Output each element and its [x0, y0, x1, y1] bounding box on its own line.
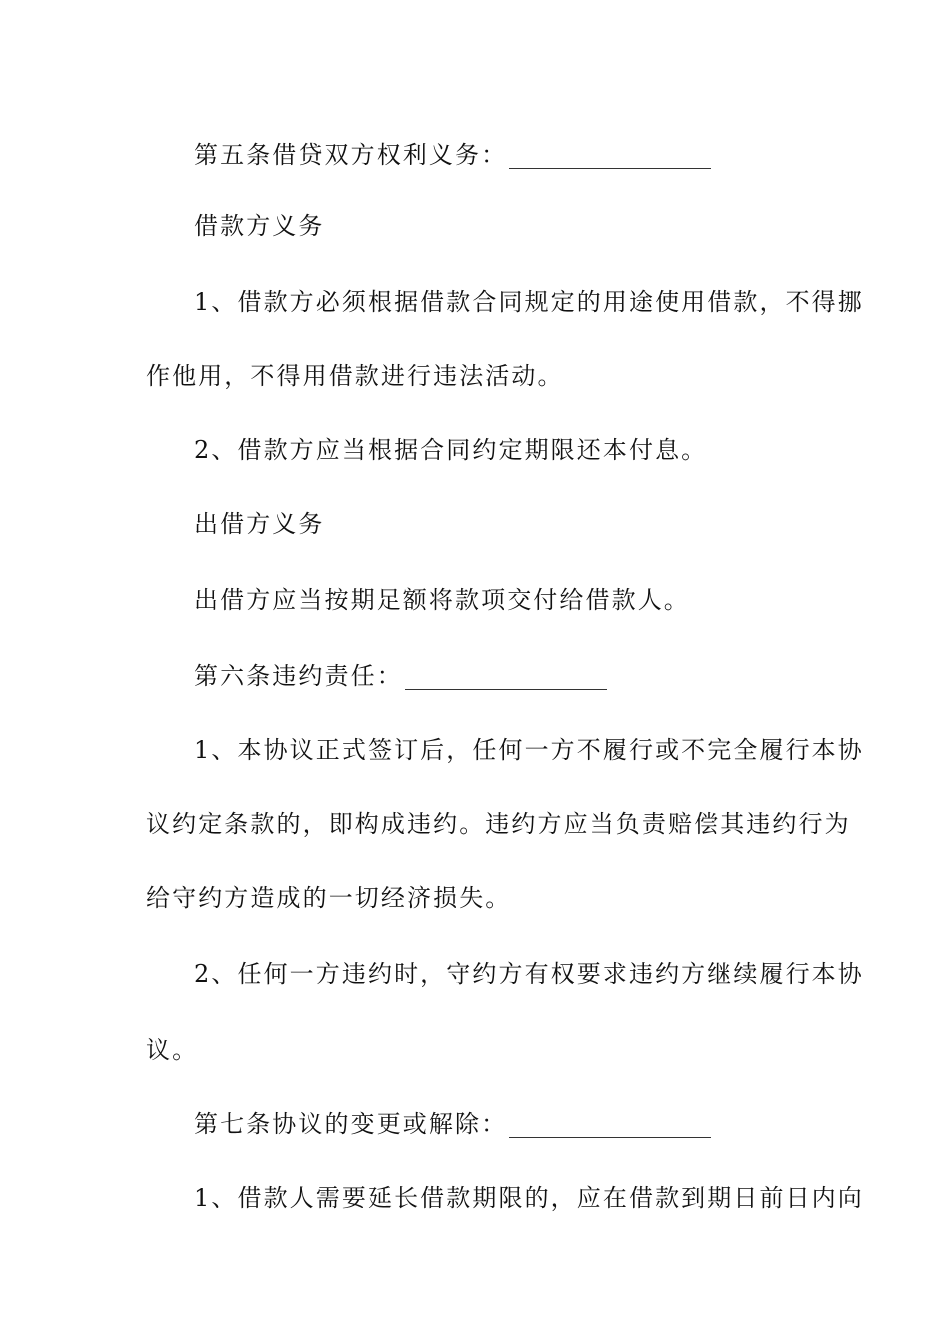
paragraph-line: 议约定条款的，即构成违约。违约方应当负责赔偿其违约行为: [146, 810, 851, 838]
paragraph-line: 出借方应当按期足额将款项交付给借款人。: [194, 586, 690, 614]
article-seven-title: 第七条协议的变更或解除：: [194, 1110, 508, 1138]
fill-in-blank-line: [509, 142, 711, 169]
paragraph-line: 给守约方造成的一切经济损失。: [146, 884, 512, 912]
paragraph-line: 2、借款方应当根据合同约定期限还本付息。: [194, 436, 708, 464]
article-five-title: 第五条借贷双方权利义务：: [194, 141, 508, 169]
fill-in-blank-line: [509, 1111, 711, 1138]
article-six-title: 第六条违约责任：: [194, 662, 403, 690]
article-six-heading: [194, 656, 806, 696]
article-five-heading: [194, 135, 806, 175]
borrower-duties-heading: 借款方义务: [194, 212, 325, 240]
paragraph-line: 议。: [146, 1036, 199, 1064]
paragraph-line: 2、任何一方违约时，守约方有权要求违约方继续履行本协: [194, 960, 864, 988]
paragraph-line: 1、借款方必须根据借款合同规定的用途使用借款，不得挪: [194, 288, 864, 316]
paragraph-line: 作他用，不得用借款进行违法活动。: [146, 362, 564, 390]
article-seven-heading: [194, 1104, 806, 1144]
lender-duties-heading: 出借方义务: [194, 510, 325, 538]
paragraph-line: 1、借款人需要延长借款期限的，应在借款到期日前日内向: [194, 1184, 864, 1212]
paragraph-line: 1、本协议正式签订后，任何一方不履行或不完全履行本协: [194, 736, 864, 764]
fill-in-blank-line: [405, 663, 607, 690]
